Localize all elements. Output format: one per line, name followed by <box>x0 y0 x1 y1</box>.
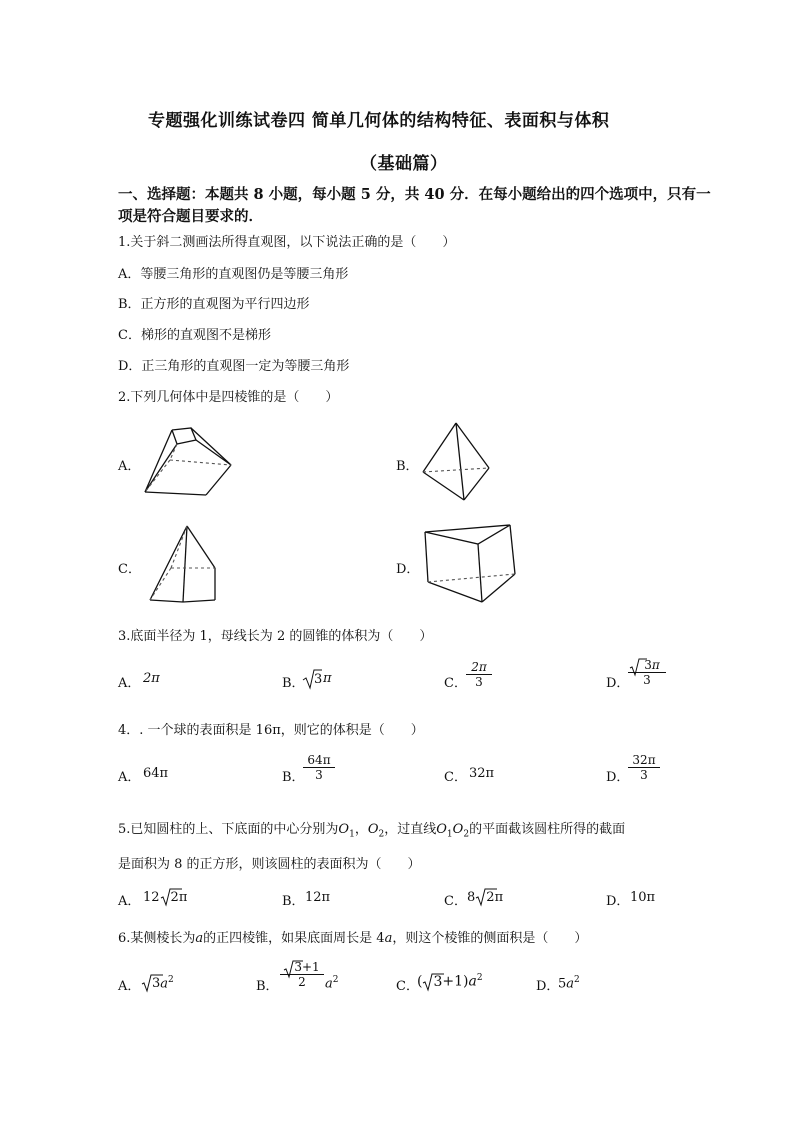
denominator: 3 <box>628 672 666 687</box>
question-3-stem: 3.底面半径为 1，母线长为 2 的圆锥的体积为（ ） <box>118 629 433 644</box>
open-paren: ( <box>417 973 423 990</box>
separator: ， <box>354 822 368 837</box>
question-5-option-a <box>143 890 187 905</box>
radicand: 3 <box>152 976 161 992</box>
radicand: 3 <box>433 973 443 990</box>
line-o1-subscript: 1 <box>446 829 453 840</box>
tail: +1) <box>442 973 469 990</box>
stem-part-c: ，则这个棱锥的侧面积是（ ） <box>392 931 588 946</box>
question-4-label-a: A． <box>118 770 141 785</box>
question-3-option-b-tail: π <box>323 671 332 686</box>
question-4-option-b-fraction <box>303 753 335 782</box>
question-6-label-b: B． <box>256 979 279 994</box>
question-5-stem-line2: 是面积为 8 的正方形，则该圆柱的表面积为（ ） <box>118 857 421 872</box>
page-title: 专题强化训练试卷四 简单几何体的结构特征、表面积与体积 <box>148 111 610 131</box>
question-1-option-b: B．正方形的直观图为平行四边形 <box>118 297 310 312</box>
question-6-option-a <box>141 975 174 991</box>
page-subtitle: （基础篇） <box>360 154 448 174</box>
denominator: 3 <box>628 767 660 782</box>
question-1-option-c: C．梯形的直观图不是梯形 <box>118 328 271 343</box>
question-3-option-d-fraction <box>628 658 666 687</box>
question-3-label-c: C． <box>444 676 467 691</box>
question-1-option-a: A．等腰三角形的直观图仍是等腰三角形 <box>118 267 349 282</box>
question-6-option-b-fraction <box>280 960 324 989</box>
radical <box>141 976 160 991</box>
radical <box>422 974 442 990</box>
question-5-label-b: B． <box>282 894 305 909</box>
denominator: 3 <box>466 674 492 689</box>
question-6-option-c <box>417 973 483 990</box>
question-3-option-c-fraction <box>466 660 492 689</box>
question-6-label-c: C． <box>396 979 419 994</box>
numerator: 64π <box>307 753 331 767</box>
radicand: 3 <box>644 658 652 672</box>
coefficient: 12 <box>143 890 160 905</box>
numerator <box>628 658 666 672</box>
exponent: 2 <box>332 975 339 985</box>
square-pyramid-figure <box>145 522 220 607</box>
exponent: 2 <box>574 975 580 985</box>
question-6-option-d <box>558 975 580 991</box>
question-3-label-d: D． <box>606 676 630 691</box>
point-o1-subscript: 1 <box>349 829 355 840</box>
question-4-stem: 4．. 一个球的表面积是 16π，则它的体积是（ ） <box>118 723 424 738</box>
question-5-label-d: D． <box>606 894 630 909</box>
triangular-prism-figure <box>420 522 535 607</box>
question-2-label-b: B． <box>396 459 419 474</box>
variable: a <box>566 976 575 992</box>
question-2-label-a: A． <box>118 459 141 474</box>
question-2-label-d: D． <box>396 562 420 577</box>
stem-part-c: 的平面截该圆柱所得的截面 <box>469 822 626 837</box>
question-3-label-a: A． <box>118 676 141 691</box>
stem-part-b: 的正四棱锥，如果底面周长是 4 <box>203 931 385 946</box>
section-header-line1: 一、选择题：本题共 8 小题，每小题 5 分，共 40 分．在每小题给出的四个选项中，只有一 <box>118 186 711 203</box>
question-3-option-b-radicand: 3 <box>314 672 323 687</box>
question-5-label-a: A． <box>118 894 141 909</box>
radical <box>160 890 179 905</box>
question-3-label-b: B． <box>282 676 305 691</box>
question-5-option-b: 12π <box>305 890 331 905</box>
coefficient: 8 <box>467 890 476 905</box>
variable: a <box>468 973 477 990</box>
variable-a: a <box>195 931 204 946</box>
radical-sign <box>283 960 303 978</box>
triangular-bipyramid-figure <box>420 418 495 506</box>
radicand: 3 <box>294 960 302 974</box>
question-5-stem-line1 <box>118 818 625 840</box>
radical-sign <box>141 974 163 992</box>
stem-part-b: ，过直线 <box>384 822 437 837</box>
tail: +1 <box>301 960 320 974</box>
stem-part-a: 5.已知圆柱的上、下底面的中心分别为 <box>118 822 339 837</box>
point-o2-subscript: 2 <box>378 829 385 840</box>
question-5-option-d: 10π <box>630 890 656 905</box>
question-4-option-a: 64π <box>143 766 169 781</box>
line-o2-subscript: 2 <box>463 829 470 840</box>
radicand: 2 <box>486 890 495 905</box>
section-header-line2: 项是符合题目要求的． <box>118 208 263 225</box>
question-6-label-a: A． <box>118 979 141 994</box>
variable: a <box>160 976 169 992</box>
question-6-option-b-variable <box>325 975 339 991</box>
question-6-label-d: D． <box>536 979 560 994</box>
question-6-stem <box>118 927 587 946</box>
denominator: 3 <box>303 767 335 782</box>
numerator: 32π <box>632 753 656 767</box>
question-4-label-c: C． <box>444 770 467 785</box>
variable: a <box>325 976 333 992</box>
question-5-label-c: C． <box>444 894 467 909</box>
radical-sign <box>629 658 647 676</box>
denominator: 2 <box>280 974 324 989</box>
radical-sign <box>422 973 444 991</box>
radical-sign <box>160 888 182 906</box>
numerator <box>280 960 324 974</box>
tail: π <box>178 890 188 905</box>
point-o1: O <box>338 822 350 837</box>
exponent: 2 <box>168 975 174 985</box>
radical-sign <box>475 888 497 906</box>
frustum-figure <box>140 420 240 500</box>
tail: π <box>494 890 504 905</box>
question-2-label-c: C． <box>118 562 141 577</box>
variable-a: a <box>384 931 393 946</box>
coefficient: 5 <box>558 976 567 992</box>
radicand: 2 <box>170 890 179 905</box>
question-4-label-d: D． <box>606 770 630 785</box>
line-o2: O <box>452 822 464 837</box>
question-5-option-c <box>467 890 503 905</box>
numerator: 2π <box>471 660 487 674</box>
radical <box>475 890 494 905</box>
question-3-option-a: 2π <box>143 671 160 686</box>
point-o2: O <box>367 822 379 837</box>
tail: π <box>651 658 660 672</box>
question-4-option-d-fraction <box>628 753 660 782</box>
question-4-label-b: B． <box>282 770 305 785</box>
line-o1: O <box>436 822 447 837</box>
question-2-stem: 2.下列几何体中是四棱锥的是（ ） <box>118 390 339 405</box>
question-1-stem: 1.关于斜二测画法所得直观图，以下说法正确的是（ ） <box>118 235 456 250</box>
stem-part-a: 6.某侧棱长为 <box>118 931 196 946</box>
exponent: 2 <box>476 973 483 983</box>
question-1-option-d: D．正三角形的直观图一定为等腰三角形 <box>118 359 350 374</box>
question-4-option-c: 32π <box>469 766 495 781</box>
